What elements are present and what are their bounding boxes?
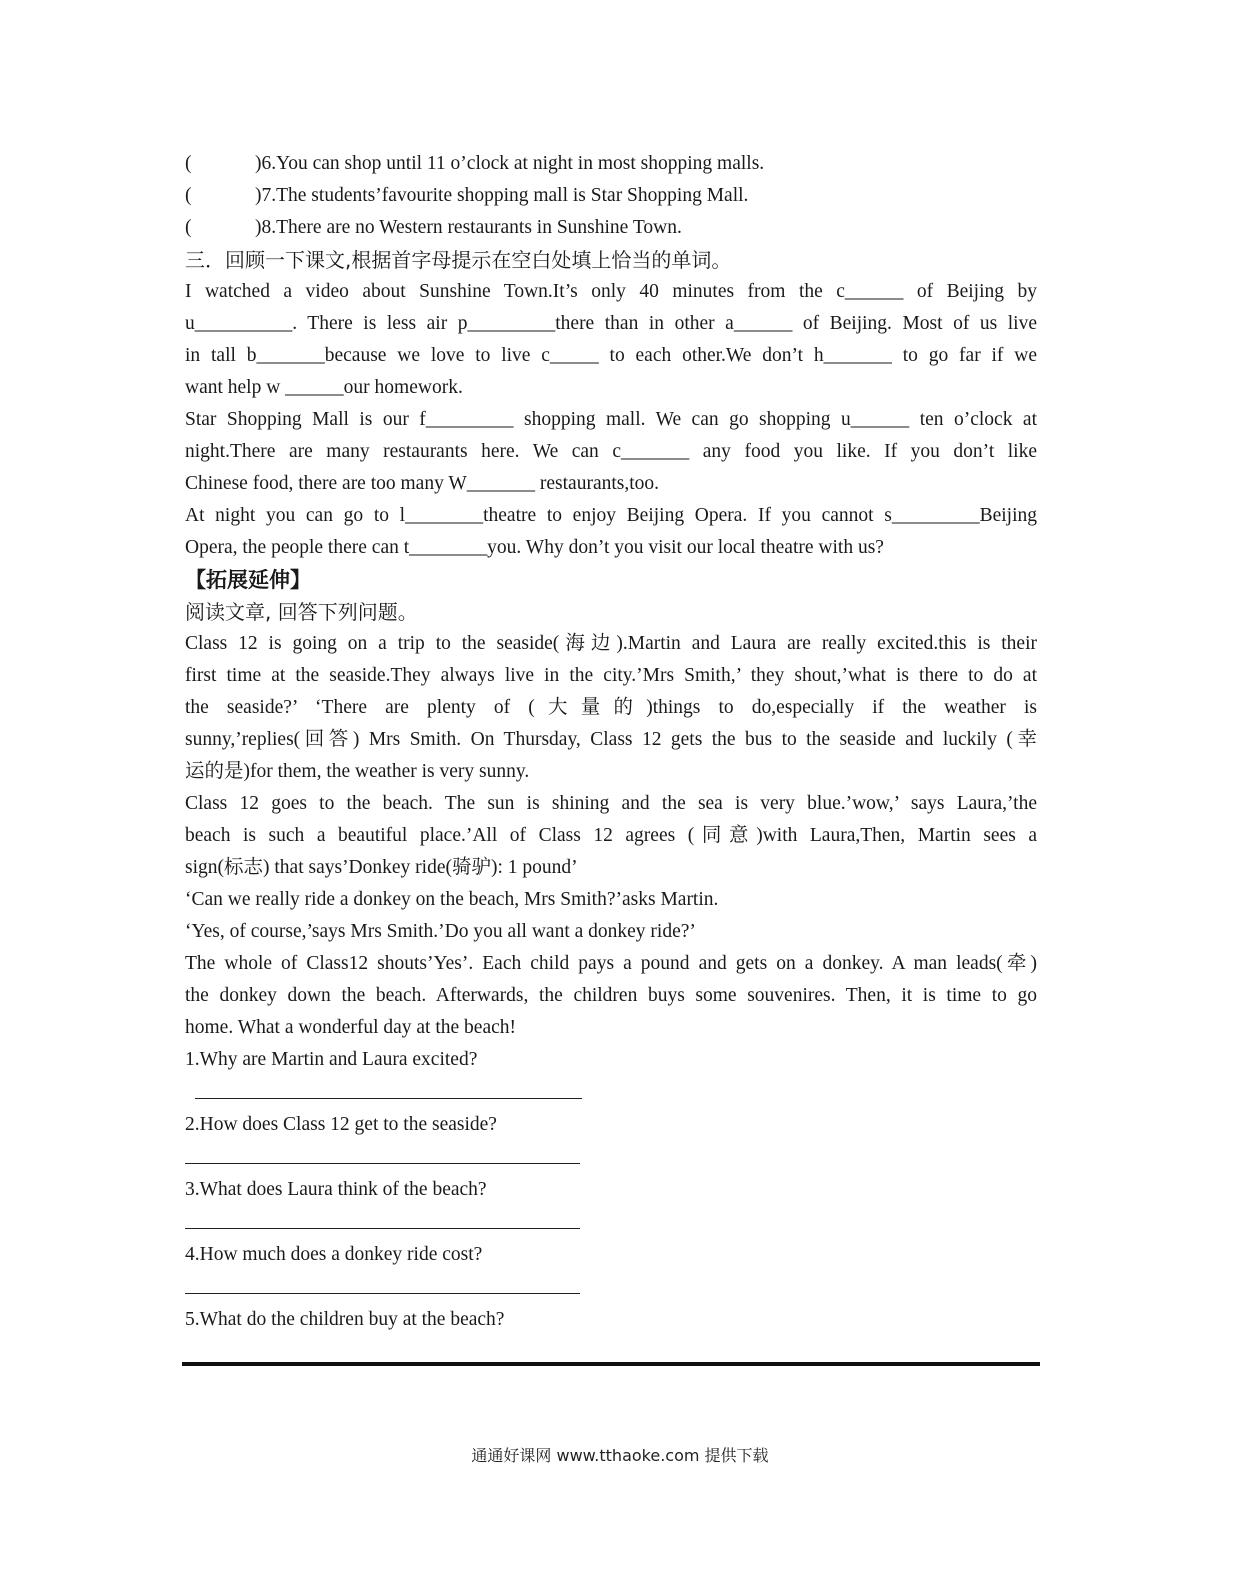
bottom-rule: [182, 1362, 1040, 1366]
passage-line: home. What a wonderful day at the beach!: [185, 1017, 517, 1038]
tf-item-text: )8.There are no Western restaurants in Sunshine Town.: [255, 217, 682, 238]
reading-instruction: 阅读文章, 回答下列问题。: [185, 600, 418, 624]
question-1: 1.Why are Martin and Laura excited?: [185, 1049, 478, 1070]
worksheet-page: [185, 148, 1037, 1336]
question-3: 3.What does Laura think of the beach?: [185, 1179, 487, 1200]
answer-paren: (: [185, 185, 192, 206]
cloze-line: Chinese food, there are too many W_______ restaurants,too.: [185, 473, 660, 494]
tf-item-text: )7.The students’favourite shopping mall is Star Shopping Mall.: [255, 185, 749, 206]
passage-line: sunny,’replies(回答) Mrs Smith. On Thursday, Class 12 gets the bus to the seaside and luckily (幸: [185, 729, 1037, 750]
cloze-line: At night you can go to l________theatre to enjoy Beijing Opera. If you cannot s_________Beijing: [185, 505, 1037, 526]
passage-line: the donkey down the beach. Afterwards, the children buys some souvenires. Then, it is time to go: [185, 985, 1037, 1006]
answer-paren: (: [185, 217, 192, 238]
passage-line: ‘Yes, of course,’says Mrs Smith.’Do you all want a donkey ride?’: [185, 921, 696, 942]
passage-line: the seaside?’ ‘There are plenty of (大量的)things to do,especially if the weather is: [185, 697, 1037, 718]
question-4: 4.How much does a donkey ride cost?: [185, 1244, 483, 1265]
answer-line-4[interactable]: [185, 1271, 580, 1294]
passage-line: ‘Can we really ride a donkey on the beach, Mrs Smith?’asks Martin.: [185, 889, 719, 910]
cloze-line: I watched a video about Sunshine Town.It’s only 40 minutes from the c______ of Beijing by: [185, 281, 1037, 302]
tf-item-6: [185, 148, 1037, 180]
passage-line: Class 12 goes to the beach. The sun is shining and the sea is very blue.’wow,’ says Laura,’the: [185, 793, 1037, 814]
passage-line: first time at the seaside.They always live in the city.’Mrs Smith,’ they shout,’what is there to do at: [185, 665, 1037, 686]
question-5: 5.What do the children buy at the beach?: [185, 1309, 505, 1330]
tf-item-8: [185, 212, 1037, 244]
passage-line: beach is such a beautiful place.’All of Class 12 agrees (同意)with Laura,Then, Martin sees a: [185, 825, 1037, 846]
passage-line: Class 12 is going on a trip to the seaside(海边).Martin and Laura are really excited.this is their: [185, 633, 1037, 654]
passage-line: The whole of Class12 shouts’Yes’. Each child pays a pound and gets on a donkey. A man leads(牵): [185, 953, 1037, 974]
passage-line: 运的是)for them, the weather is very sunny.: [185, 761, 530, 782]
cloze-line: Star Shopping Mall is our f_________ shopping mall. We can go shopping u______ ten o’clock at: [185, 409, 1037, 430]
extension-title: 【拓展延伸】: [185, 568, 311, 592]
cloze-line: in tall b_______because we love to live c_____ to each other.We don’t h_______ to go far if we: [185, 345, 1037, 366]
cloze-line: night.There are many restaurants here. We can c_______ any food you like. If you don’t like: [185, 441, 1037, 462]
cloze-line: want help w ______our homework.: [185, 377, 463, 398]
tf-item-text: )6.You can shop until 11 o’clock at night in most shopping malls.: [255, 153, 765, 174]
tf-item-7: [185, 180, 1037, 212]
cloze-line: Opera, the people there can t________you. Why don’t you visit our local theatre with us?: [185, 537, 884, 558]
section-3-title: 三．回顾一下课文,根据首字母提示在空白处填上恰当的单词。: [185, 248, 732, 272]
passage-line: sign(标志) that says’Donkey ride(骑驴): 1 pound’: [185, 857, 578, 878]
question-2: 2.How does Class 12 get to the seaside?: [185, 1114, 497, 1135]
answer-line-2[interactable]: [185, 1141, 580, 1164]
footer-text: 通通好课网 www.tthaoke.com 提供下载: [471, 1446, 769, 1465]
answer-line-3[interactable]: [185, 1206, 580, 1229]
cloze-line: u__________. There is less air p_________there than in other a______ of Beijing. Most of us live: [185, 313, 1037, 334]
answer-paren: (: [185, 153, 192, 174]
answer-line-1[interactable]: [195, 1076, 582, 1099]
